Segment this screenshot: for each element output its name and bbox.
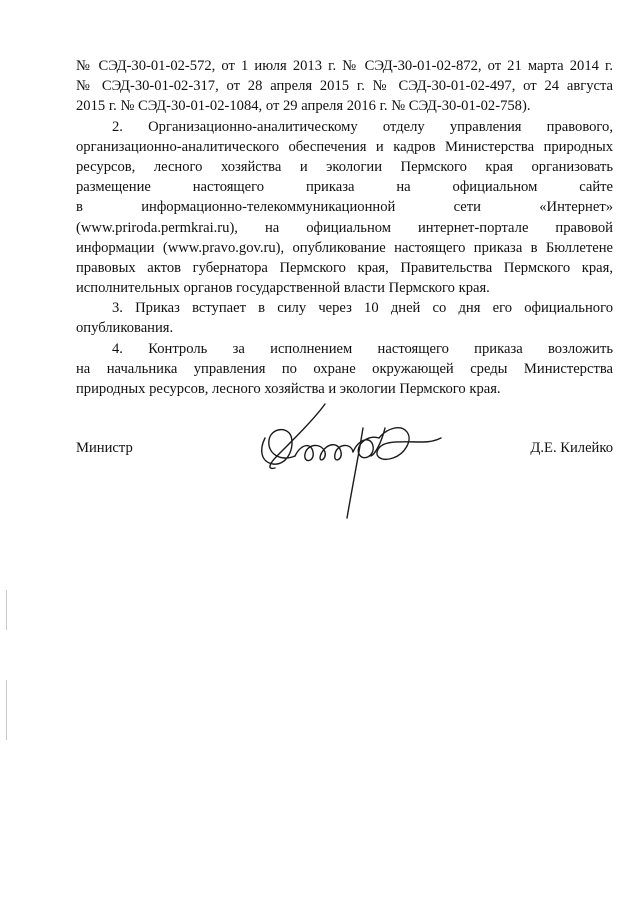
document-body bbox=[76, 56, 613, 399]
handwritten-signature bbox=[255, 398, 445, 528]
text-line: № СЭД-30-01-02-572, от 1 июля 2013 г. № СЭД-30-01-02-872, от 21 марта 2014 г. bbox=[76, 58, 613, 74]
text-line: № СЭД-30-01-02-317, от 28 апреля 2015 г. № СЭД-30-01-02-497, от 24 августа bbox=[76, 78, 613, 95]
text-line: на начальника управления по охране окружающей среды Министерства bbox=[76, 360, 613, 377]
paragraph-4-first-line: 4. Контроль за исполнением настоящего приказа возложить bbox=[112, 340, 613, 357]
scan-edge-mark bbox=[6, 590, 7, 630]
text-line: организационно-аналитического обеспечения и кадров Министерства природных bbox=[76, 138, 613, 155]
scan-edge-mark bbox=[6, 680, 7, 740]
text-line: опубликования. bbox=[76, 320, 174, 337]
text-line: в информационно-телекоммуникационной сети «Интернет» bbox=[76, 199, 613, 216]
text-line: 2015 г. № СЭД-30-01-02-1084, от 29 апреля 2016 г. № СЭД-30-01-02-758). bbox=[76, 98, 531, 115]
text-line: ресурсов, лесного хозяйства и экологии Пермского края организовать bbox=[76, 158, 613, 175]
paragraph-2-first-line: 2. Организационно-аналитическому отделу управления правового, bbox=[112, 118, 613, 135]
signatory-title: Министр bbox=[76, 440, 133, 456]
signatory-name: Д.Е. Килейко bbox=[530, 440, 613, 456]
text-line: исполнительных органов государственной власти Пермского края. bbox=[76, 280, 490, 297]
text-line: размещение настоящего приказа на официальном сайте bbox=[76, 179, 613, 196]
text-line: информации (www.pravo.gov.ru), опубликование настоящего приказа в Бюллетене bbox=[76, 239, 613, 256]
text-line: правовых актов губернатора Пермского края, Правительства Пермского края, bbox=[76, 259, 613, 276]
text-line: природных ресурсов, лесного хозяйства и экологии Пермского края. bbox=[76, 381, 501, 397]
paragraph-3-first-line: 3. Приказ вступает в силу через 10 дней со дня его официального bbox=[112, 300, 613, 317]
text-line: (www.priroda.permkrai.ru), на официальном интернет-портале правовой bbox=[76, 219, 613, 236]
